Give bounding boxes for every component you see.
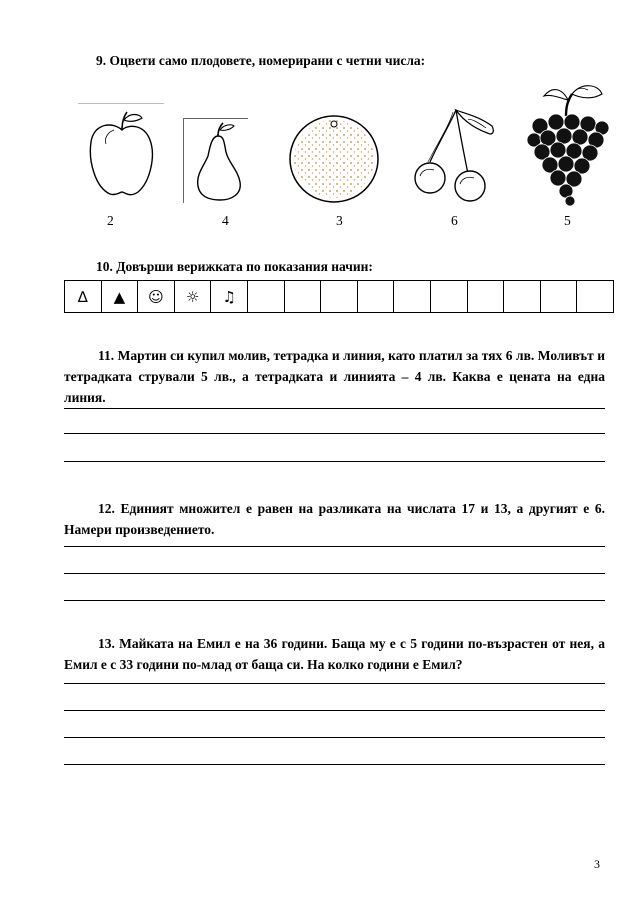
- chain-cell-2: ▲: [101, 281, 138, 313]
- question-10-title: 10. Довърши верижката по показания начин:: [96, 259, 373, 274]
- fruit-number-cherry: 6: [451, 213, 458, 228]
- fruit-number-orange: 3: [336, 213, 343, 228]
- chain-cell-3: ☺: [138, 281, 175, 313]
- chain-cell-6[interactable]: [247, 281, 284, 313]
- question-9-title: 9. Оцвети само плодовете, номерирани с четни числа:: [96, 53, 426, 68]
- grapes-icon[interactable]: [522, 82, 616, 206]
- orange-icon[interactable]: [286, 112, 382, 206]
- chain-cell-11[interactable]: [430, 281, 467, 313]
- chain-cell-7[interactable]: [284, 281, 321, 313]
- fruit-number-apple: 2: [107, 213, 114, 228]
- answer-line[interactable]: [64, 573, 605, 574]
- answer-line[interactable]: [64, 764, 605, 765]
- divider: [78, 103, 164, 104]
- pear-icon[interactable]: [190, 120, 246, 202]
- fruit-number-grapes: 5: [564, 213, 571, 228]
- answer-line[interactable]: [64, 737, 605, 738]
- cherry-icon[interactable]: [408, 104, 508, 204]
- chain-cell-9[interactable]: [357, 281, 394, 313]
- chain-cell-8[interactable]: [321, 281, 358, 313]
- answer-line[interactable]: [64, 600, 605, 601]
- apple-icon[interactable]: [84, 108, 158, 200]
- answer-line[interactable]: [64, 461, 605, 462]
- question-13-text: 13. Майката на Емил е на 36 години. Баща му е с 5 години по-възрастен от нея, а Емил е с 33 години по-млад от баща си. На колко години е Емил?: [64, 636, 605, 672]
- answer-line[interactable]: [64, 546, 605, 547]
- chain-cell-5: ♫: [211, 281, 248, 313]
- chain-table: [64, 280, 614, 313]
- chain-cell-14[interactable]: [540, 281, 577, 313]
- chain-cell-1: ∆: [65, 281, 102, 313]
- chain-cell-15[interactable]: [577, 281, 614, 313]
- question-12-text: 12. Единият множител е равен на разликата на числата 17 и 13, а другият е 6. Намери произведението.: [64, 501, 605, 537]
- answer-line[interactable]: [64, 683, 605, 684]
- answer-line[interactable]: [64, 408, 605, 409]
- question-11-text: 11. Мартин си купил молив, тетрадка и линия, като платил за тях 6 лв. Моливът и тетрадката стрували 5 лв., а тетрадката и линията – 4 лв. Каква е цената на една линия.: [64, 348, 605, 405]
- answer-line[interactable]: [64, 433, 605, 434]
- answer-line[interactable]: [64, 710, 605, 711]
- chain-cell-13[interactable]: [504, 281, 541, 313]
- chain-cell-12[interactable]: [467, 281, 504, 313]
- chain-cell-4: ☼: [174, 281, 211, 313]
- fruit-number-pear: 4: [222, 213, 229, 228]
- page-number: 3: [594, 857, 600, 871]
- chain-cell-10[interactable]: [394, 281, 431, 313]
